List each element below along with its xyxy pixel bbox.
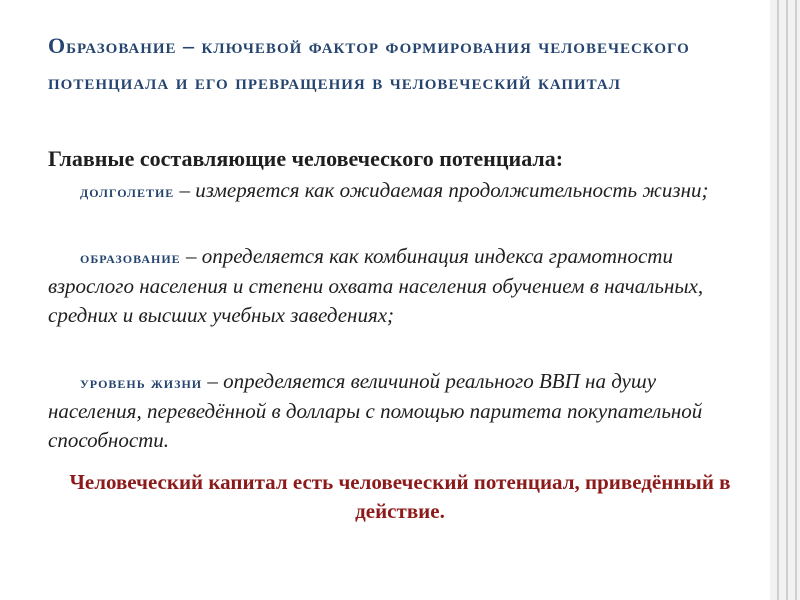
frame-line-decoration [786, 0, 788, 600]
frame-line-decoration [795, 0, 797, 600]
slide-subtitle: Главные составляющие человеческого потенциала: [48, 146, 564, 171]
frame-line-decoration [777, 0, 779, 600]
term-description: – определяется величиной реального ВВП на душу населения, переведённой в доллары с помощью паритета покупательной способности. [48, 369, 703, 452]
list-item-education [48, 242, 748, 330]
term-description: – измеряется как ожидаемая продолжительность жизни; [174, 178, 709, 202]
term-label: долголетие [80, 182, 175, 201]
conclusion-text: Человеческий капитал есть человеческий потенциал, приведённый в действие. [69, 470, 731, 523]
slide-title: Образование – ключевой фактор формирования человеческого потенциала и его превращения в человеческий капитал [48, 33, 690, 94]
list-item-longevity [48, 176, 748, 206]
list-item-living-standard [48, 367, 748, 455]
term-description: – определяется как комбинация индекса грамотности взрослого населения и степени охвата населения обучением в начальных, средних и высших учебных заведениях; [48, 244, 704, 327]
term-label: уровень жизни [80, 373, 203, 392]
term-label: образование [80, 248, 181, 267]
